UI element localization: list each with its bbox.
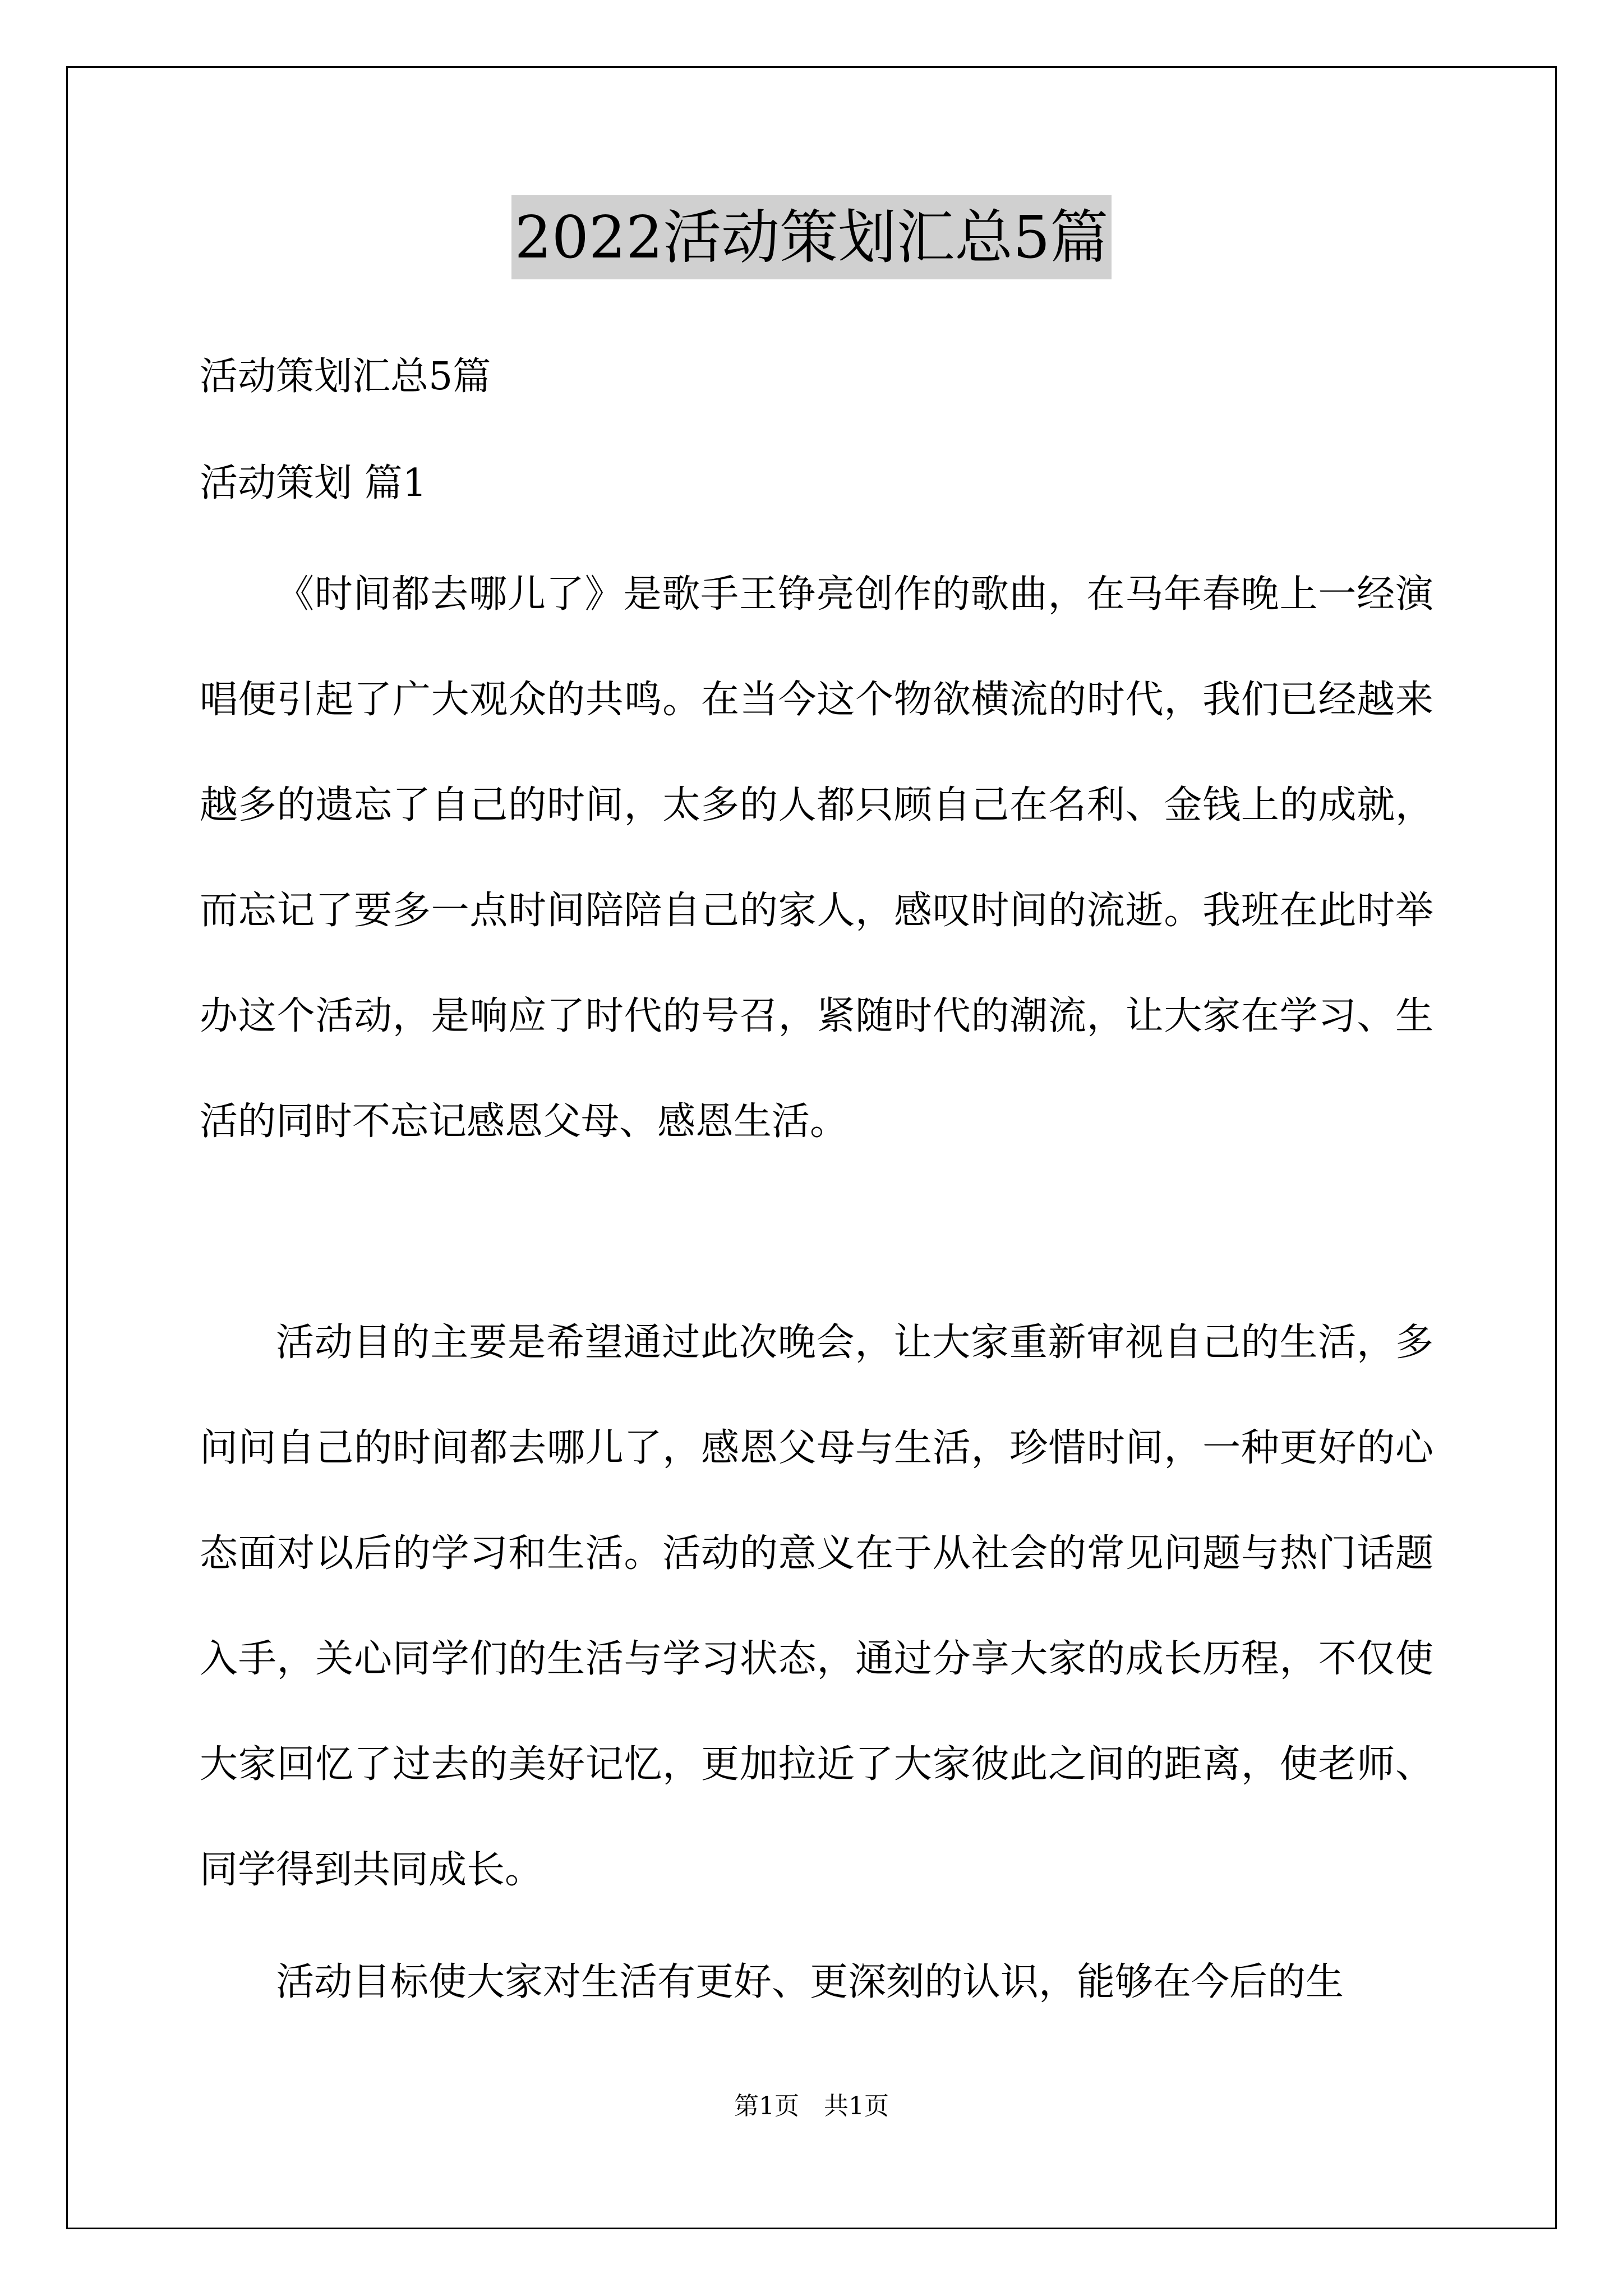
- page-footer: 第1页 共1页: [734, 2092, 889, 2120]
- section-heading: 活动策划 篇1: [200, 461, 427, 505]
- document-title: 2022活动策划汇总5篇: [511, 195, 1112, 279]
- document-title-container: [0, 195, 1623, 279]
- paragraph-1: 《时间都去哪儿了》是歌手王铮亮创作的歌曲，在马年春晚上一经演唱便引起了广大观众的共鸣。在当今这个物欲横流的时代，我们已经越来越多的遗忘了自己的时间，太多的人都只顾自己在名利、金钱上的成就，而忘记了要多一点时间陪陪自己的家人，感叹时间的流逝。我班在此时举办这个活动，是响应了时代的号召，紧随时代的潮流，让大家在学习、生活的同时不忘记感恩父母、感恩生活。: [200, 572, 1433, 1144]
- paragraph-2: 活动目的主要是希望通过此次晚会，让大家重新审视自己的生活，多问问自己的时间都去哪儿了，感恩父母与生活，珍惜时间，一种更好的心态面对以后的学习和生活。活动的意义在于从社会的常见问题与热门话题入手，关心同学们的生活与学习状态，通过分享大家的成长历程，不仅使大家回忆了过去的美好记忆，更加拉近了大家彼此之间的距离，使老师、同学得到共同成长。: [200, 1320, 1433, 1892]
- document-subtitle: 活动策划汇总5篇: [200, 355, 491, 399]
- paragraph-3: 活动目标使大家对生活有更好、更深刻的认识，能够在今后的生: [276, 1960, 1344, 2004]
